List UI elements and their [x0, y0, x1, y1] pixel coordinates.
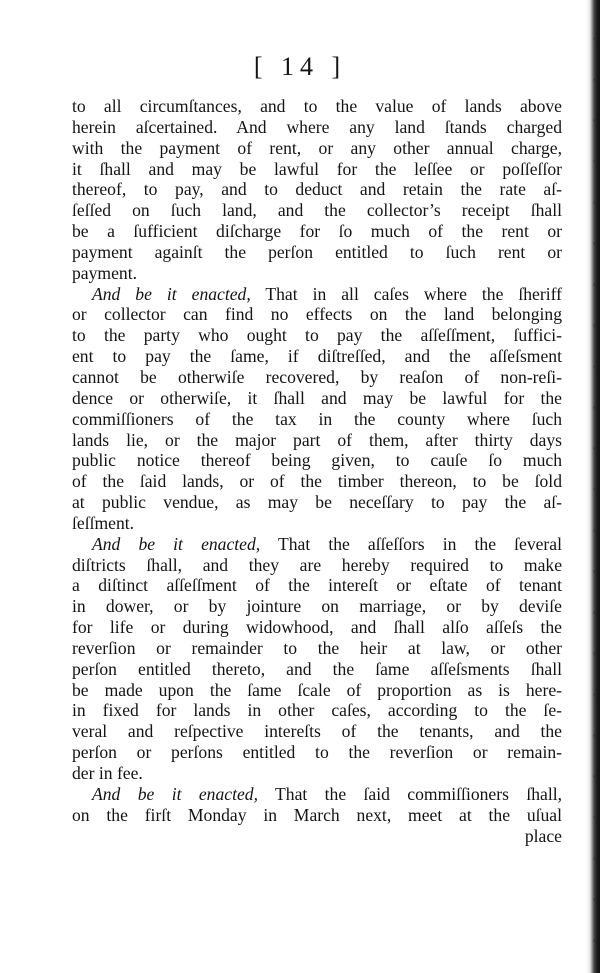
text-line: ſeſſment.: [72, 512, 135, 533]
body-text: [72, 96, 562, 846]
enacting-clause: And be it enacted,: [92, 783, 258, 804]
enacting-clause: And be it enacted,: [92, 533, 261, 554]
enacting-clause: And be it enacted,: [92, 283, 251, 304]
paragraph: [72, 284, 562, 534]
text-line: for life or during widowhood, and ſhall alſo aſſeſs the: [72, 617, 562, 638]
text-line: perſon or perſons entitled to the reverſion or remain-: [72, 742, 562, 763]
text-run: That the ſaid commiſſioners ſhall,: [257, 783, 562, 804]
text-line: [72, 534, 562, 555]
text-line: in fixed for lands in other caſes, according to the ſe-: [72, 700, 562, 721]
paragraph: [72, 534, 562, 784]
text-line: be made upon the ſame ſcale of proportion as is here-: [72, 679, 562, 700]
text-line: with the payment of rent, or any other annual charge,: [72, 137, 562, 158]
text-line: payment againſt the perſon entitled to ſuch rent or: [72, 241, 562, 262]
paragraph: [72, 784, 562, 826]
text-line: diſtricts ſhall, and they are hereby required to make: [72, 554, 562, 575]
catchword: place: [524, 825, 562, 846]
text-line: reverſion or remainder to the heir at law, or other: [72, 637, 562, 658]
paragraph: [72, 96, 562, 284]
text-line: [72, 284, 562, 305]
text-line: it ſhall and may be lawful for the leſſee or poſſeſſor: [72, 158, 562, 179]
text-line: perſon entitled thereto, and the ſame aſſeſsments ſhall: [72, 658, 562, 679]
text-line: ent to pay the ſame, if diſtreſſed, and the aſſeſsment: [72, 346, 562, 367]
text-line: veral and reſpective intereſts of the tenants, and the: [72, 721, 562, 742]
text-line: be a ſufficient diſcharge for ſo much of the rent or: [72, 221, 562, 242]
text-run: That in all caſes where the ſheriff: [250, 283, 562, 304]
text-line: herein aſcertained. And where any land ſtands charged: [72, 116, 562, 137]
text-line: or collector can find no effects on the land belonging: [72, 304, 562, 325]
text-line: public notice thereof being given, to cauſe ſo much: [72, 450, 562, 471]
text-line: in dower, or by jointure on marriage, or by deviſe: [72, 596, 562, 617]
text-line: ſeſſed on ſuch land, and the collector’s receipt ſhall: [72, 200, 562, 221]
text-line: cannot be otherwiſe recovered, by reaſon of non-reſi-: [72, 366, 562, 387]
text-line: commiſſioners of the tax in the county where ſuch: [72, 408, 562, 429]
text-run: That the aſſeſſors in the ſeveral: [260, 533, 562, 554]
text-line: of the ſaid lands, or of the timber thereon, to be ſold: [72, 471, 562, 492]
text-line: lands lie, or the major part of them, after thirty days: [72, 429, 562, 450]
text-line: on the firſt Monday in March next, meet at the uſual: [72, 804, 562, 825]
text-line: dence or otherwiſe, it ſhall and may be lawful for the: [72, 387, 562, 408]
text-line: payment.: [72, 262, 137, 283]
text-line: a diſtinct aſſeſſment of the intereſt or eſtate of tenant: [72, 575, 562, 596]
text-line: to all circumſtances, and to the value of lands above: [72, 96, 562, 116]
page-edge-texture: [593, 0, 597, 973]
text-line: der in fee.: [72, 763, 143, 783]
page-number: [ 14 ]: [253, 52, 347, 81]
text-line: thereof, to pay, and to deduct and retain the rate aſ-: [72, 179, 562, 200]
text-line: at public vendue, as may be neceſſary to pay the aſ-: [72, 492, 562, 513]
text-line: to the party who ought to pay the aſſeſſment, ſuffici-: [72, 325, 562, 346]
text-line: [72, 784, 562, 805]
